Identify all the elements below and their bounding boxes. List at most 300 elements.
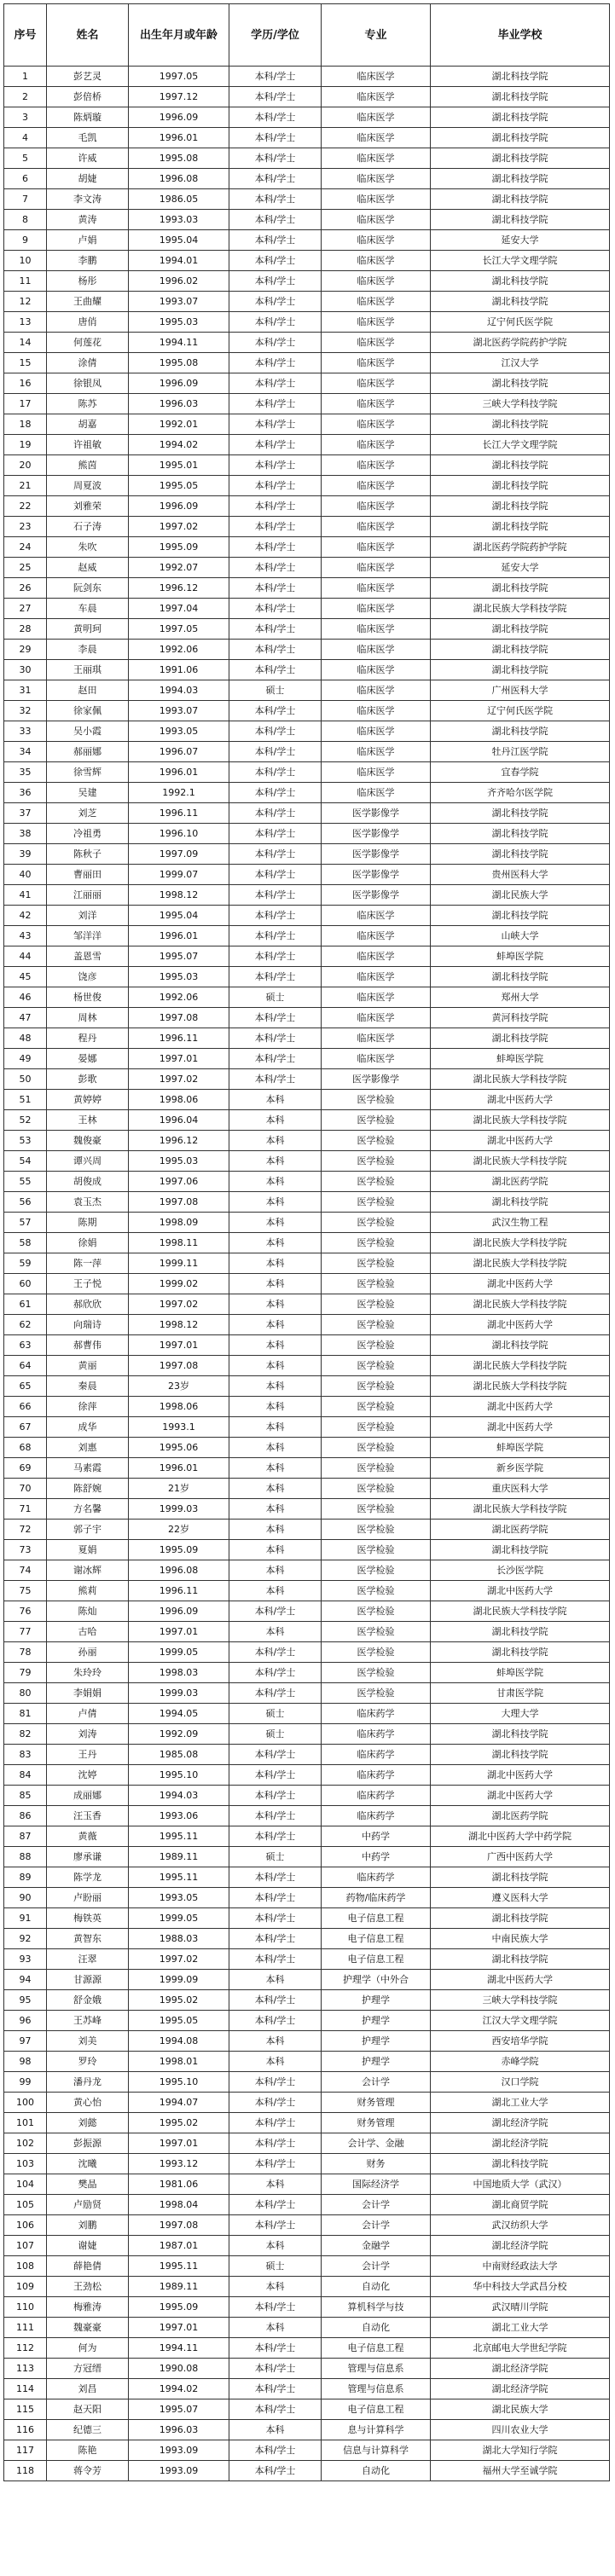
table-row [4,455,610,476]
cell-education: 本科/学士 [229,1908,322,1929]
cell-birth: 1995.04 [129,906,229,926]
cell-school: 湖北中医药大学 [431,1315,610,1335]
cell-birth: 1995.04 [129,230,229,251]
cell-birth: 1995.03 [129,967,229,987]
cell-name: 甘源源 [47,1970,129,1990]
cell-education: 本科 [229,1581,322,1601]
cell-name: 汪玉香 [47,1806,129,1826]
cell-education: 本科/学士 [229,721,322,742]
cell-name: 吴小霞 [47,721,129,742]
cell-name: 徐雪辉 [47,762,129,783]
cell-seq: 14 [4,333,47,353]
table-row [4,2052,610,2072]
cell-seq: 45 [4,967,47,987]
cell-seq: 41 [4,885,47,906]
cell-school: 湖北民族大学 [431,885,610,906]
table-row [4,435,610,455]
table-row [4,2072,610,2093]
cell-name: 沈婷 [47,1765,129,1786]
cell-seq: 33 [4,721,47,742]
cell-name: 卢盼丽 [47,1888,129,1908]
cell-education: 本科/学士 [229,1069,322,1090]
cell-major: 临床医学 [322,701,431,721]
cell-major: 临床医学 [322,578,431,599]
cell-education: 本科 [229,1356,322,1376]
table-row [4,660,610,680]
cell-major: 会计学 [322,2256,431,2277]
cell-major: 临床医学 [322,537,431,558]
cell-name: 冷祖勇 [47,824,129,844]
cell-name: 刘惠 [47,1438,129,1458]
cell-seq: 15 [4,353,47,373]
cell-major: 临床医学 [322,169,431,189]
cell-major: 护理学 [322,1990,431,2011]
cell-major: 医学检验 [322,1315,431,1335]
cell-school: 湖北商贸学院 [431,2195,610,2215]
cell-birth: 21岁 [129,1479,229,1499]
cell-school: 蚌埠医学院 [431,1663,610,1683]
cell-school: 湖北科技学院 [431,1335,610,1356]
cell-seq: 66 [4,1397,47,1417]
cell-school: 湖北中医药大学 [431,1131,610,1151]
table-row [4,865,610,885]
table-row [4,1786,610,1806]
cell-seq: 102 [4,2133,47,2154]
cell-education: 本科 [229,1479,322,1499]
cell-education: 本科/学士 [229,435,322,455]
table-row [4,1417,610,1438]
cell-name: 涂倩 [47,353,129,373]
cell-name: 郝欣欣 [47,1294,129,1315]
cell-school: 湖北民族大学科技学院 [431,1376,610,1397]
cell-seq: 108 [4,2256,47,2277]
cell-seq: 57 [4,1213,47,1233]
cell-birth: 1997.01 [129,1049,229,1069]
cell-name: 廖承谦 [47,1847,129,1867]
cell-seq: 7 [4,189,47,210]
cell-birth: 1990.08 [129,2359,229,2379]
cell-seq: 71 [4,1499,47,1520]
cell-seq: 76 [4,1601,47,1622]
cell-birth: 1994.05 [129,1704,229,1724]
cell-name: 王苏峰 [47,2011,129,2031]
cell-major: 临床药学 [322,1745,431,1765]
cell-education: 本科 [229,1110,322,1131]
cell-name: 吴建 [47,783,129,803]
cell-name: 胡俊成 [47,1172,129,1192]
cell-birth: 1998.03 [129,1663,229,1683]
table-row [4,2113,610,2133]
cell-major: 医学影像学 [322,865,431,885]
cell-major: 临床医学 [322,1028,431,1049]
cell-school: 湖北中医药大学 [431,1970,610,1990]
table-row [4,1233,610,1253]
cell-name: 卢娟 [47,230,129,251]
table-row [4,1520,610,1540]
cell-school: 湖北民族大学科技学院 [431,1294,610,1315]
cell-school: 中南民族大学 [431,1929,610,1949]
table-row [4,2440,610,2461]
cell-major: 医学影像学 [322,885,431,906]
cell-education: 本科/学士 [229,2072,322,2093]
table-row [4,496,610,517]
cell-major: 临床医学 [322,230,431,251]
cell-education: 本科/学士 [229,1888,322,1908]
cell-name: 梅雅涛 [47,2297,129,2318]
cell-education: 硕士 [229,1704,322,1724]
cell-seq: 56 [4,1192,47,1213]
cell-seq: 75 [4,1581,47,1601]
cell-school: 湖北科技学院 [431,271,610,292]
cell-seq: 70 [4,1479,47,1499]
cell-birth: 1997.06 [129,1172,229,1192]
table-row [4,1438,610,1458]
cell-name: 潘丹龙 [47,2072,129,2093]
cell-school: 湖北经济学院 [431,2359,610,2379]
cell-birth: 1994.03 [129,1786,229,1806]
cell-school: 长江大学文理学院 [431,435,610,455]
cell-school: 湖北医药学院药护学院 [431,333,610,353]
cell-birth: 1996.12 [129,578,229,599]
table-row [4,824,610,844]
cell-seq: 6 [4,169,47,189]
cell-education: 本科 [229,2236,322,2256]
cell-school: 湖北经济学院 [431,2236,610,2256]
cell-school: 齐齐哈尔医学院 [431,783,610,803]
cell-name: 陈期 [47,1213,129,1233]
table-row [4,844,610,865]
cell-seq: 58 [4,1233,47,1253]
table-row [4,1581,610,1601]
cell-birth: 1995.09 [129,2297,229,2318]
cell-seq: 95 [4,1990,47,2011]
cell-school: 蚌埠医学院 [431,946,610,967]
cell-name: 黄涛 [47,210,129,230]
cell-seq: 81 [4,1704,47,1724]
cell-education: 本科 [229,1213,322,1233]
table-row [4,1867,610,1888]
table-row [4,1069,610,1090]
cell-major: 临床医学 [322,414,431,435]
cell-seq: 90 [4,1888,47,1908]
cell-major: 临床药学 [322,1704,431,1724]
table-row [4,2174,610,2195]
cell-seq: 111 [4,2318,47,2338]
table-row [4,1540,610,1560]
cell-school: 湖北科技学院 [431,578,610,599]
table-row [4,2297,610,2318]
cell-seq: 88 [4,1847,47,1867]
cell-seq: 116 [4,2420,47,2440]
cell-education: 本科/学士 [229,865,322,885]
cell-school: 四川农业大学 [431,2420,610,2440]
cell-education: 本科/学士 [229,455,322,476]
cell-birth: 1996.03 [129,394,229,414]
cell-school: 湖北中医药大学 [431,1786,610,1806]
cell-name: 陈灿 [47,1601,129,1622]
cell-major: 信息与计算科学 [322,2440,431,2461]
cell-birth: 1997.01 [129,2318,229,2338]
cell-birth: 1995.05 [129,2011,229,2031]
cell-major: 财务管理 [322,2093,431,2113]
cell-birth: 1997.04 [129,599,229,619]
cell-seq: 5 [4,148,47,169]
cell-name: 盖恩雪 [47,946,129,967]
cell-seq: 30 [4,660,47,680]
cell-name: 薛艳倩 [47,2256,129,2277]
table-row [4,1745,610,1765]
cell-education: 本科/学士 [229,1867,322,1888]
cell-seq: 107 [4,2236,47,2256]
cell-seq: 12 [4,292,47,312]
table-row [4,1970,610,1990]
cell-name: 李鹏 [47,251,129,271]
cell-seq: 62 [4,1315,47,1335]
table-row [4,271,610,292]
cell-birth: 1999.02 [129,1274,229,1294]
cell-education: 本科 [229,2277,322,2297]
cell-birth: 1996.02 [129,271,229,292]
cell-seq: 91 [4,1908,47,1929]
cell-school: 湖北民族大学科技学院 [431,1069,610,1090]
cell-seq: 93 [4,1949,47,1970]
cell-major: 临床医学 [322,107,431,128]
cell-name: 赵田 [47,680,129,701]
cell-school: 郑州大学 [431,987,610,1008]
cell-seq: 44 [4,946,47,967]
table-row [4,2256,610,2277]
cell-major: 医学检验 [322,1601,431,1622]
cell-seq: 117 [4,2440,47,2461]
cell-education: 本科 [229,1970,322,1990]
cell-education: 本科/学士 [229,2297,322,2318]
cell-seq: 80 [4,1683,47,1704]
cell-seq: 72 [4,1520,47,1540]
cell-name: 方冠缙 [47,2359,129,2379]
cell-name: 刘洋 [47,906,129,926]
cell-major: 临床医学 [322,517,431,537]
table-row [4,2093,610,2113]
cell-school: 湖北科技学院 [431,1867,610,1888]
cell-major: 会计学 [322,2072,431,2093]
cell-name: 秦晨 [47,1376,129,1397]
cell-education: 本科/学士 [229,1765,322,1786]
table-row [4,1049,610,1069]
cell-name: 赵天阳 [47,2399,129,2420]
cell-school: 湖北科技学院 [431,373,610,394]
cell-education: 本科/学士 [229,333,322,353]
cell-major: 医学检验 [322,1335,431,1356]
cell-education: 本科 [229,1438,322,1458]
cell-major: 临床医学 [322,87,431,107]
table-row [4,537,610,558]
roster-sheet [3,3,609,2481]
cell-seq: 46 [4,987,47,1008]
cell-education: 本科/学士 [229,1683,322,1704]
cell-seq: 22 [4,496,47,517]
cell-school: 湖北民族大学科技学院 [431,1151,610,1172]
cell-school: 湖北工业大学 [431,2318,610,2338]
cell-school: 湖北经济学院 [431,2133,610,2154]
cell-school: 湖北科技学院 [431,107,610,128]
cell-school: 中南财经政法大学 [431,2256,610,2277]
cell-birth: 1996.11 [129,803,229,824]
cell-major: 临床医学 [322,967,431,987]
cell-name: 杨彤 [47,271,129,292]
cell-school: 湖北科技学院 [431,1949,610,1970]
cell-seq: 61 [4,1294,47,1315]
cell-major: 医学检验 [322,1560,431,1581]
cell-major: 临床医学 [322,926,431,946]
cell-birth: 1998.06 [129,1090,229,1110]
cell-major: 临床医学 [322,394,431,414]
cell-school: 湖北科技学院 [431,189,610,210]
cell-major: 临床医学 [322,476,431,496]
table-row [4,680,610,701]
cell-education: 本科/学士 [229,496,322,517]
cell-birth: 1996.11 [129,1028,229,1049]
cell-major: 护理学（中外合 [322,1970,431,1990]
cell-education: 本科/学士 [229,67,322,87]
table-row [4,2399,610,2420]
cell-seq: 16 [4,373,47,394]
cell-birth: 1995.09 [129,537,229,558]
cell-education: 本科/学士 [229,1806,322,1826]
cell-name: 古哈 [47,1622,129,1642]
cell-education: 本科/学士 [229,414,322,435]
cell-name: 饶彦 [47,967,129,987]
cell-name: 郝丽娜 [47,742,129,762]
cell-major: 临床医学 [322,783,431,803]
cell-education: 本科/学士 [229,2379,322,2399]
cell-education: 本科 [229,2052,322,2072]
cell-seq: 98 [4,2052,47,2072]
cell-school: 江汉大学文理学院 [431,2011,610,2031]
cell-school: 湖北科技学院 [431,414,610,435]
cell-school: 西安培华学院 [431,2031,610,2052]
cell-education: 本科 [229,2318,322,2338]
cell-education: 本科/学士 [229,1990,322,2011]
cell-education: 本科/学士 [229,1929,322,1949]
cell-seq: 83 [4,1745,47,1765]
cell-seq: 87 [4,1826,47,1847]
cell-name: 徐家佩 [47,701,129,721]
cell-birth: 1997.05 [129,67,229,87]
cell-name: 徐娟 [47,1233,129,1253]
cell-seq: 64 [4,1356,47,1376]
cell-major: 医学检验 [322,1642,431,1663]
cell-education: 本科/学士 [229,312,322,333]
table-row [4,1131,610,1151]
cell-major: 自动化 [322,2277,431,2297]
roster-table [3,3,610,2481]
cell-birth: 1996.03 [129,2420,229,2440]
cell-birth: 1995.07 [129,2399,229,2420]
cell-name: 刘美 [47,2031,129,2052]
cell-seq: 106 [4,2215,47,2236]
cell-birth: 1993.1 [129,1417,229,1438]
cell-education: 本科/学士 [229,578,322,599]
cell-school: 湖北民族大学科技学院 [431,1233,610,1253]
cell-major: 临床医学 [322,558,431,578]
cell-major: 临床医学 [322,333,431,353]
cell-education: 本科 [229,1192,322,1213]
cell-school: 湖北中医药大学中药学院 [431,1826,610,1847]
cell-seq: 1 [4,67,47,87]
cell-school: 湖北中医药大学 [431,1274,610,1294]
table-row [4,2420,610,2440]
cell-birth: 1999.05 [129,1908,229,1929]
table-body [4,67,610,2481]
cell-name: 王丽琪 [47,660,129,680]
table-row [4,373,610,394]
header-seq: 序号 [4,4,47,67]
table-row [4,701,610,721]
cell-major: 医学检验 [322,1540,431,1560]
cell-education: 本科/学士 [229,292,322,312]
cell-major: 临床医学 [322,599,431,619]
cell-seq: 21 [4,476,47,496]
cell-seq: 54 [4,1151,47,1172]
cell-name: 陈秋子 [47,844,129,865]
cell-major: 医学影像学 [322,824,431,844]
table-row [4,414,610,435]
cell-school: 武汉生物工程 [431,1213,610,1233]
cell-education: 本科/学士 [229,271,322,292]
cell-seq: 35 [4,762,47,783]
cell-birth: 1996.01 [129,128,229,148]
cell-seq: 82 [4,1724,47,1745]
table-row [4,1294,610,1315]
cell-education: 本科/学士 [229,1049,322,1069]
cell-major: 会计学 [322,2195,431,2215]
cell-school: 湖北医药学院 [431,1520,610,1540]
cell-school: 延安大学 [431,230,610,251]
cell-birth: 1996.11 [129,1581,229,1601]
cell-name: 黄丽 [47,1356,129,1376]
table-row [4,2379,610,2399]
cell-major: 临床药学 [322,1765,431,1786]
cell-birth: 1997.05 [129,619,229,640]
cell-school: 辽宁何氏医学院 [431,701,610,721]
cell-school: 湖北中医药大学 [431,1417,610,1438]
cell-seq: 85 [4,1786,47,1806]
header-major: 专业 [322,4,431,67]
cell-major: 医学检验 [322,1479,431,1499]
cell-school: 湖北科技学院 [431,619,610,640]
cell-major: 护理学 [322,2031,431,2052]
cell-school: 甘肃医学院 [431,1683,610,1704]
table-row [4,1090,610,1110]
table-row [4,578,610,599]
cell-school: 湖北科技学院 [431,2154,610,2174]
cell-name: 许祖敏 [47,435,129,455]
cell-name: 卢倩 [47,1704,129,1724]
table-row [4,2277,610,2297]
cell-seq: 97 [4,2031,47,2052]
cell-education: 本科 [229,1499,322,1520]
cell-education: 本科/学士 [229,558,322,578]
cell-education: 本科/学士 [229,210,322,230]
cell-school: 三峡大学科技学院 [431,1990,610,2011]
cell-education: 本科/学士 [229,844,322,865]
cell-seq: 79 [4,1663,47,1683]
cell-education: 硕士 [229,1847,322,1867]
cell-name: 徐银凤 [47,373,129,394]
cell-major: 临床药学 [322,1867,431,1888]
cell-name: 郭子宇 [47,1520,129,1540]
cell-birth: 1995.01 [129,455,229,476]
